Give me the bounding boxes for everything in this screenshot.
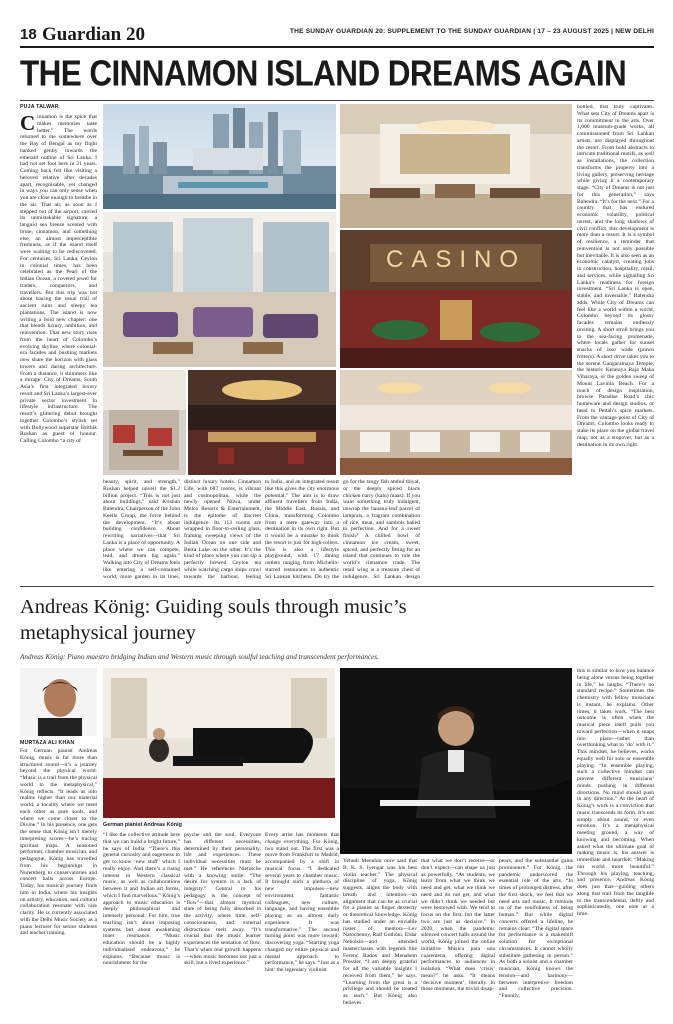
masthead — [20, 24, 654, 48]
article1-column-5: go for the tangy fish ambul thiyal, or the deeply spiced black chicken curry (kalu) maas). If you want something truly indulgent, unwrap the banana-leaf parcel of lamprais, a fragrant combination of rice, meat, and sambols baked to perfection. And for a sweet finish? A chilled bowl of cinnamon ice cream, sweet, spiced, and perfectly fitting for an island that continues to rule the world’s cinnamon trade. The retail wing is a treasure chest of indulgence. Sri Lankan design — [343, 479, 420, 579]
photo-hotel-lobby — [340, 104, 572, 228]
photo-restaurant — [103, 370, 186, 475]
article2-column-8: this is similar to how you balance being alone versus being together in life,” he laughs. “There’s no standard recipe.” Sometimes the chemistry with fellow musicians is instant, he explains. Other times, it takes work. “The best outcome is often when the musical piece itself pulls you toward perfection—when it snaps into place—rather than overthinking what to ‘do’ with it.” This mindset, he believes, works equally well for solo or ensemble playing. “In ensemble playing, such a collective mindset can prevent different musicians’ minds pushing in different directions. No mind should push in any direction.” At the heart of König’s work is a conviction that music transcends its form. It’s not simply about sound, or even emotion. It’s a metaphysical meeting ground, a way of knowing and becoming. When asked what the ultimate goal of making music is, his answer is immediate and heartfelt: “Making our world more beautiful.” Through his playing, teaching, and presence, Andreas König does just that—guiding others along that trail from the tangible to the transcendental, deftly and sophisticatedly, one note at a time. — [577, 668, 654, 917]
article2-deck: Andreas König: Piano maestro bridging Indian and Western music through soulful teaching and transcendent performances. — [20, 653, 379, 661]
article1-byline: PUJA TALWAR — [20, 104, 59, 110]
article2-headline-line2: metaphysical journey — [20, 622, 196, 644]
article2-column-1: For German pianist Andreas König, music is far more than structured sound—it’s a journey beyond the physical world. “Music is a trail from the physical world to the metaphysical,” König reflects. “It leads us into realms higher than our material world, a locality where we meet each other as pure souls, and where we come closer to the Divine.” In his presence, one gets the sense that König isn’t merely interpreting scores—he’s tracing spiritual maps. A seasoned performer, chamber musician, and pedagogue, König has travelled from his beginnings in Nuremberg to conservatories and concert halls across Europe. Today, his musical journey finds him in India, where his insights on artistry, education, and cultural collaboration resonate with rare clarity. He is currently associated with the Delhi Music Society as a piano lecturer for senior students and teacher training. — [20, 748, 97, 937]
photo-casino — [340, 230, 572, 368]
photo-lounge — [103, 212, 336, 367]
photo-caption: German pianist Andreas König — [103, 822, 182, 828]
author-portrait — [20, 668, 97, 736]
article2-byline: MURTAZA ALI KHAN — [20, 740, 75, 746]
photo-colombo-skyline — [103, 104, 336, 209]
photo-pianist-portrait — [340, 668, 572, 854]
brand-name: Guardian 20 — [42, 24, 145, 45]
article1-column-1 — [20, 114, 97, 579]
article1-headline: THE CINNAMON ISLAND DREAMS AGAIN — [20, 52, 627, 94]
headline-rule — [20, 100, 654, 101]
article2-column-7: pears, and the substantial gains prominence.” For König, the pandemic underscored the essential role of the arts. “In times of prolonged distress, after the first shock, we feel that we need arts and music. It reminds us of the soulfulness of being human.” But while digital concerts offered a lifeline, he remains clear: “The digital space for performance is a makeshift solution for exceptional circumstances. It cannot wholly substitute gathering in person.” As both a soloist and a chamber musician, König knows the tension—and harmony—between interpretive freedom and collective precision. “Funnily, — [499, 858, 573, 999]
section-rule — [20, 586, 654, 587]
article2-column-5: Yehudi Menuhin once said that B. K. S. Iyengar was his best violin teacher.” The physical discipline of yoga, König suggests, aligns the body with breath and intention—an alignment that can be as crucial for a pianist as finger dexterity or theoretical knowledge. König has studied under an enviable roster of mentors—Lev Natochenny, Ralf Gothóni, Eldar Nebolsin—and attended masterclasses with legends like Ferenc Rados and Menahem Pressler. “I am deeply grateful for all the valuable insights I received from them,” he says. “Learning from the great is a privilege and should be treated as such.” But König also believes — [343, 858, 417, 1006]
article1-column-4: to India, and an integrated resort like this gives the city enormous potential.” The aim is to draw affluent travellers from India, the Middle East, Russia, and China, transforming Colombo from a mere gateway into a destination in its own right. But it would be a mistake to think the resort is just for high-rollers. This is also a lifestyle playground, with 17 dining outlets ranging from Michelin-starred restaurants to authentic Sri Lankan kitchens. Do try the — [265, 479, 339, 579]
article2-headline — [20, 594, 660, 646]
article2-column-4: Every artist has moments that change everything. For König, two stand out. The first was a move from Frankfurt to Madrid, accompanied by a shift in musical focus. “I dedicated several years to chamber music. It brought such a plethora of new impulses—new environment, fantastic colleagues, new culture, language, and having ensemble playing as an almost daily experience. It was transformative.” The second turning point was more inward: discovering yoga. “Starting yoga changed my entire physical and mental approach to performance,” he says. “Just as a hint: the legendary violinist — [265, 832, 339, 973]
article1-column-2: beauty, spirit, and strength,” Roshan helped unveil the $1.2 billion project. “This is not just about buildings,” said Krishan Balendra, Chairperson of the John Keells Group, the force behind the development. “It’s about building confidence. About rewriting narratives—that Sri Lanka is a place of opportunity. A place where we can compete, lead, and dream big again.” Walking into City of Dreams feels like entering a self-contained world, more garden in its lines, — [103, 479, 180, 579]
article1-column-6: bottled, that truly captivates. What sets City of Dreams apart is its commitment to the arts. Over 1,000 museum-grade works, all commissioned from Sri Lankan artists, are displayed throughout the resort. From bold abstracts to intricate traditional motifs, as well as installations, the collection transforms the property into a living gallery, preserving heritage while giving it a contemporary stage. “City of Dreams is not just for this generation,” says Balendra. “It’s for the next.” For a country that has endured economic volatility, political unrest, and the long shadows of civil conflict, this development is more than a resort. It is a symbol of resilience, a reminder that reinvention is not only possible but inevitable. It is also seen as an economic catalyst, creating jobs in construction, hospitality, retail, and services, while signalling Sri Lanka’s readiness for foreign investment. “Sri Lanka is open, stable, and investable,” Balendra adds. While City of Dreams can feel like a world within a world, Colombo beyond its glossy facades remains endlessly inviting. A short stroll brings you to the sea-facing promenade, where locals gather for sunset snacks of isso wade (prawn fritters). A short drive takes you to the serene Gangaramaya Temple, the historic Kelaniya Raja Maha Viharaya, or the golden sweep of Mount Lavinia Beach. For a touch of design inspiration, browse Paradise Road’s chic homeware and design studios, or head to Pettah’s spice markets. From the vantage point of City of Dreams, Colombo looks ready to stake its place on the global travel map, not as a stopover, but as a destination in its own right. — [577, 104, 654, 448]
photo-ballroom — [340, 370, 572, 475]
photo-chandelier-bar — [188, 370, 336, 475]
page-number: 18 — [20, 26, 37, 43]
supplement-line: THE SUNDAY GUARDIAN 20: SUPPLEMENT TO THE SUNDAY GUARDIAN | 17 – 23 AUGUST 2025 | NEW DELHI — [289, 28, 654, 35]
article2-column-2: “I like the collective attitude here that we can build a bright future,” he says of India. “There’s this general curiosity and eagerness to get to know ‘new stuff’ which I really enjoy. And there’s a rising interest in Western classical music, as well as collaborations between it and Indian art forms, which I find marvellous.” König’s approach to music education is deeply philosophical and intensely personal. For him, true teaching isn’t about imposing systems but about awakening inner resonance. “Music education should be a highly individualised endeavour,” he explains. “Because music is nourishment for the — [103, 832, 180, 967]
article1-col1-text: innamon is the spice that makes memories taste better.” The words returned to me somewhere over the Bay of Bengal as my flight banked gently towards the emerald outline of Sri Lanka. I had not set foot here in 21 years. Coming back felt like visiting a beloved relative after decades apart, recognisable, yet changed in ways you can only sense when you are close enough to breathe in the air. That air, as soon as I stepped out of the airport, carried its unmistakable signature: a languid sea breeze scented with brine, cinnamon, and something else, an almost imperceptible freshness, as if the island itself were waiting to be rediscovered. For centuries, Sri Lanka, Ceylon in colonial times, has been celebrated as the Pearl of the Indian Ocean, a coveted jewel for traders, conquerors, and travellers. But this trip was not about tracing the usual trail of ancient ruins and sleepy tea plantations. The island is now writing a bold new chapter: one that blends luxury, ambition, and reinvention. That new story rises from the heart of Colombo’s evolving skyline, where colonial-era facades and bustling markets now share the horizon with glass towers and daring architecture. From a distance, it shimmers like a mirage: City of Dreams, South Asia’s first integrated luxury resort and Sri Lanka’s largest-ever private sector investment in lifestyle infrastructure. The resort’s glittering debut brought together Colombo’s stylish set with Bollywood superstar Hrithik Roshan as guest of honour. Calling Colombo “a city of — [20, 114, 97, 444]
article2-headline-line1: Andreas König: Guiding souls through music’s — [20, 596, 407, 618]
drop-cap: C — [20, 114, 36, 135]
casino-sign: CASINO — [385, 246, 526, 273]
article2-column-3: psyche and the soul. Everyone has different necessities, determined by their personality, life and experiences. These individual necessities must be met.” He references Nietzsche with a knowing smile: “The desire for system is a lack of integrity.” Central to his pedagogy is the concept of “flow”—that almost mystical state of being fully absorbed in the activity, where time, self-consciousness, and external distractions melt away. “It’s crucial that the music learner experiences the sensation of flow. That’s when real growth happens—when music becomes not just a skill, but a lived experience.” — [184, 832, 261, 967]
photo-pianist-stage — [103, 668, 335, 818]
article1-column-3: distinct luxury hotels. Cinnamon Life, with 687 rooms, is vibrant and cosmopolitan, while the newly opened Nüwa, under Melco Resorts & Entertainment, is the epitome of discreet indulgence. Its 113 rooms are wrapped in floor-to-ceiling glass, framing sweeping views of the Indian Ocean on one side and Beira Lake on the other. It’s the kind of place where you can sip a perfectly brewed Ceylon tea while watching cargo ships crawl towards the harbour, feeling — [184, 479, 261, 579]
article2-column-6: that what we don’t receive—or don’t expect—can shape us just as powerfully. “As students, we learn from what we think we need and get, what we think we need and do not get, and what we didn’t think we needed but were bestowed with. We tend to focus on the first, but the latter two are just as decisive.” In 2020, when the pandemic silenced concert halls around the world, König joined the online initiative Música para una cuarentena, offering digital performances to audiences in isolation. “What does ‘crisis’ mean?” he asks. “It means ‘decisive moment’, literally. In those moments, the trivial disap- — [421, 858, 495, 993]
